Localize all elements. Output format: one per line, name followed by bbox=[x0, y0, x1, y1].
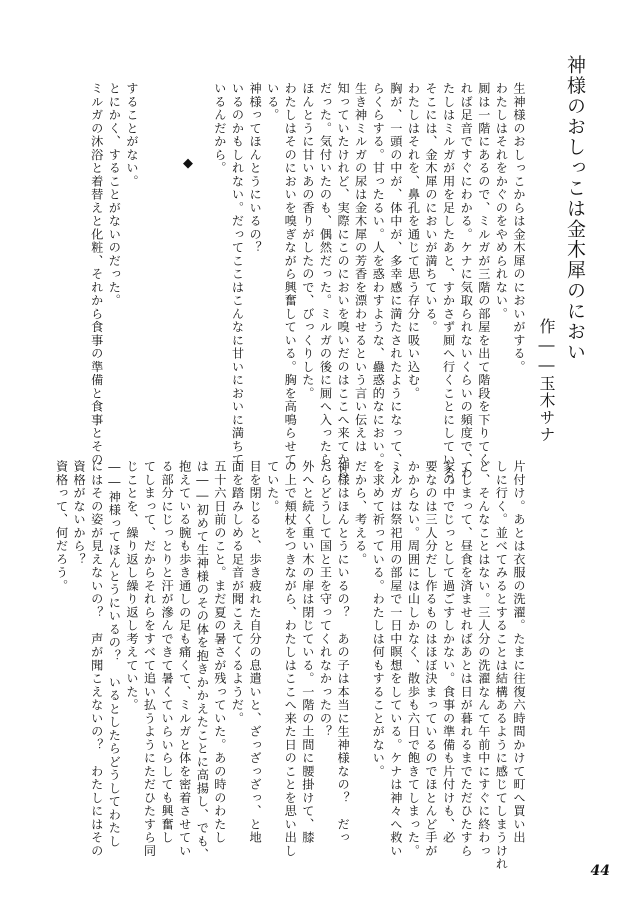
text-line: 要なのは三人分だし作るものはほぼ決まっているのでほとんど手が bbox=[424, 460, 439, 858]
text-line: 面を踏みしめる足音が聞こえてくるようだ。 bbox=[230, 460, 245, 725]
text-line: 生神様のおしっこからは金木犀のにおいがする。 bbox=[512, 82, 526, 374]
text-line: わたしはそれを、鼻孔を通じて思う存分に吸い込む。 bbox=[406, 82, 421, 400]
text-line: 胸が、一頭の中が、体中が、多幸感に満たされたようになって、く bbox=[388, 82, 403, 480]
text-line: 資格って、何だろう。 bbox=[54, 460, 69, 593]
text-line bbox=[140, 82, 158, 452]
page-number: 44 bbox=[590, 863, 610, 879]
text-line: じことを、繰り返し繰り返し考えていた。 bbox=[124, 460, 139, 712]
text-line: とにかく、することがないのだった。 bbox=[107, 82, 122, 308]
text-line: かからない。周囲には山しかなく、散歩も六日で飽きてしまった。 bbox=[406, 460, 421, 858]
text-line: てしまって、昼食を済ませればあとは日が暮れるまでただひたすら bbox=[459, 460, 474, 858]
text-line: 厠は一階にあるので、ミルガが三階の部屋を出て階段を下りてく bbox=[476, 82, 491, 467]
author-byline: 作――玉木サナ bbox=[537, 318, 556, 443]
text-line: いるのかもしれない。だってここはこんなに甘いにおいに満ちて bbox=[230, 82, 245, 467]
text-line: 片付け。あとは衣服の洗濯。たまに往復六時間かけて町へ買い出 bbox=[512, 460, 526, 845]
text-line bbox=[193, 82, 211, 452]
text-line: だった。気付いたのも、偶然だった。ミルガの後に厠へ入ったら、 bbox=[318, 82, 333, 480]
text-line: ど、そんなことはない。三人分の洗濯なんて午前中にすぐに終わっ bbox=[476, 460, 491, 858]
text-line: ていた。 bbox=[265, 460, 280, 513]
text-line: いる。 bbox=[265, 82, 280, 122]
text-line: ミルガは祭祀用の部屋で一日中瞑想をしている。ケナは神々へ救い bbox=[388, 460, 403, 858]
text-line: 生き神ミルガの尿は金木犀の芳香を漂わせるという言い伝えは bbox=[353, 82, 368, 453]
text-line: 五十六日前のこと。まだ夏の暑さが残っていた。あの時のわたし bbox=[212, 460, 227, 845]
story-title: 神様のおしっこは金木犀のにおい bbox=[564, 55, 586, 363]
lower-text-block bbox=[52, 460, 527, 870]
text-line: わたしはそのにおいを嗅ぎながら興奮している。胸を高鳴らせて bbox=[283, 82, 298, 467]
text-line: 抱えている腕も歩き通しの足も痛くて、ミルガと体を密着させてい bbox=[177, 460, 192, 858]
text-line: らくらする。甘ったるい。人を惑わすような、蠱惑的なにおい。 bbox=[371, 82, 386, 467]
text-line: することがない。 bbox=[124, 82, 139, 188]
text-line: しに行く。並べてみるとすることは結構あるように感じてしまうけれ bbox=[494, 460, 509, 871]
text-line: は――初めて生神様のその体を抱きかかえたことに高揚し、でも、 bbox=[195, 460, 210, 862]
text-line bbox=[158, 82, 176, 452]
section-divider-diamond: ◆ bbox=[183, 156, 193, 171]
text-line: たしはミルガが用を足したあと、すかさず厠へ行くことにしている。 bbox=[441, 82, 456, 493]
text-line: の上で頬杖をつきながら、わたしはここへ来た日のことを思い出し bbox=[283, 460, 298, 858]
text-line: わたしはそれをかぐのをやめられない。 bbox=[494, 82, 509, 321]
text-line: を求めて祈っている。わたしは何もすることがない。 bbox=[371, 460, 386, 778]
text-line: 家の中でじっとして過ごすしかない。食事の準備も片付けも、必 bbox=[441, 460, 456, 845]
text-line: だから、考える。 bbox=[353, 460, 368, 566]
text-line: にはその姿が見えないの？ 声が聞こえないの？ わたしにはその bbox=[89, 460, 104, 858]
upper-text-block bbox=[87, 82, 527, 493]
text-line: 外へと続く重い木の扉は閉じている。一階の土間に腰掛けて、膝 bbox=[300, 460, 315, 845]
text-line: 知っていたけれど、実際にこのにおいを嗅いだのはここへ来てから bbox=[336, 82, 351, 480]
text-line: てしまって、だからそれらをすべて追い払うようにただひたすら同 bbox=[142, 460, 157, 858]
text-line: 神様ってほんとうにいるの？ bbox=[248, 82, 263, 255]
text-line: る部分にじっとりと汗が滲んできて暑くていらいらしても興奮し bbox=[160, 460, 175, 845]
text-line: ミルガの沐浴と着替えと化粧、それから食事の準備と食事とその bbox=[89, 82, 104, 467]
text-line: 目を閉じると、歩き疲れた自分の息遣いと、ざっざっざっ、と地 bbox=[248, 460, 263, 845]
text-line: いるんだから。 bbox=[212, 82, 227, 175]
text-line: ほんとうに甘いあの香りがしたので、びっくりした。 bbox=[300, 82, 315, 400]
text-line bbox=[175, 82, 193, 452]
text-line: 資格がないから？ bbox=[72, 460, 87, 566]
text-line: そこには、金木犀のにおいが満ちている。 bbox=[424, 82, 439, 334]
text-line: たらどうして国と王を守ってくれなかったの？ bbox=[318, 460, 333, 739]
text-line: 神様はほんとうにいるの？ あの子は本当に生神様なの？ だっ bbox=[336, 460, 351, 845]
text-line: れば足音ですぐにわかる。ケナに気取られないくらいの頻度で、わ bbox=[459, 82, 474, 480]
text-line: ――神様ってほんとうにいるの？ いるとしたらどうしてわたし bbox=[107, 460, 122, 848]
